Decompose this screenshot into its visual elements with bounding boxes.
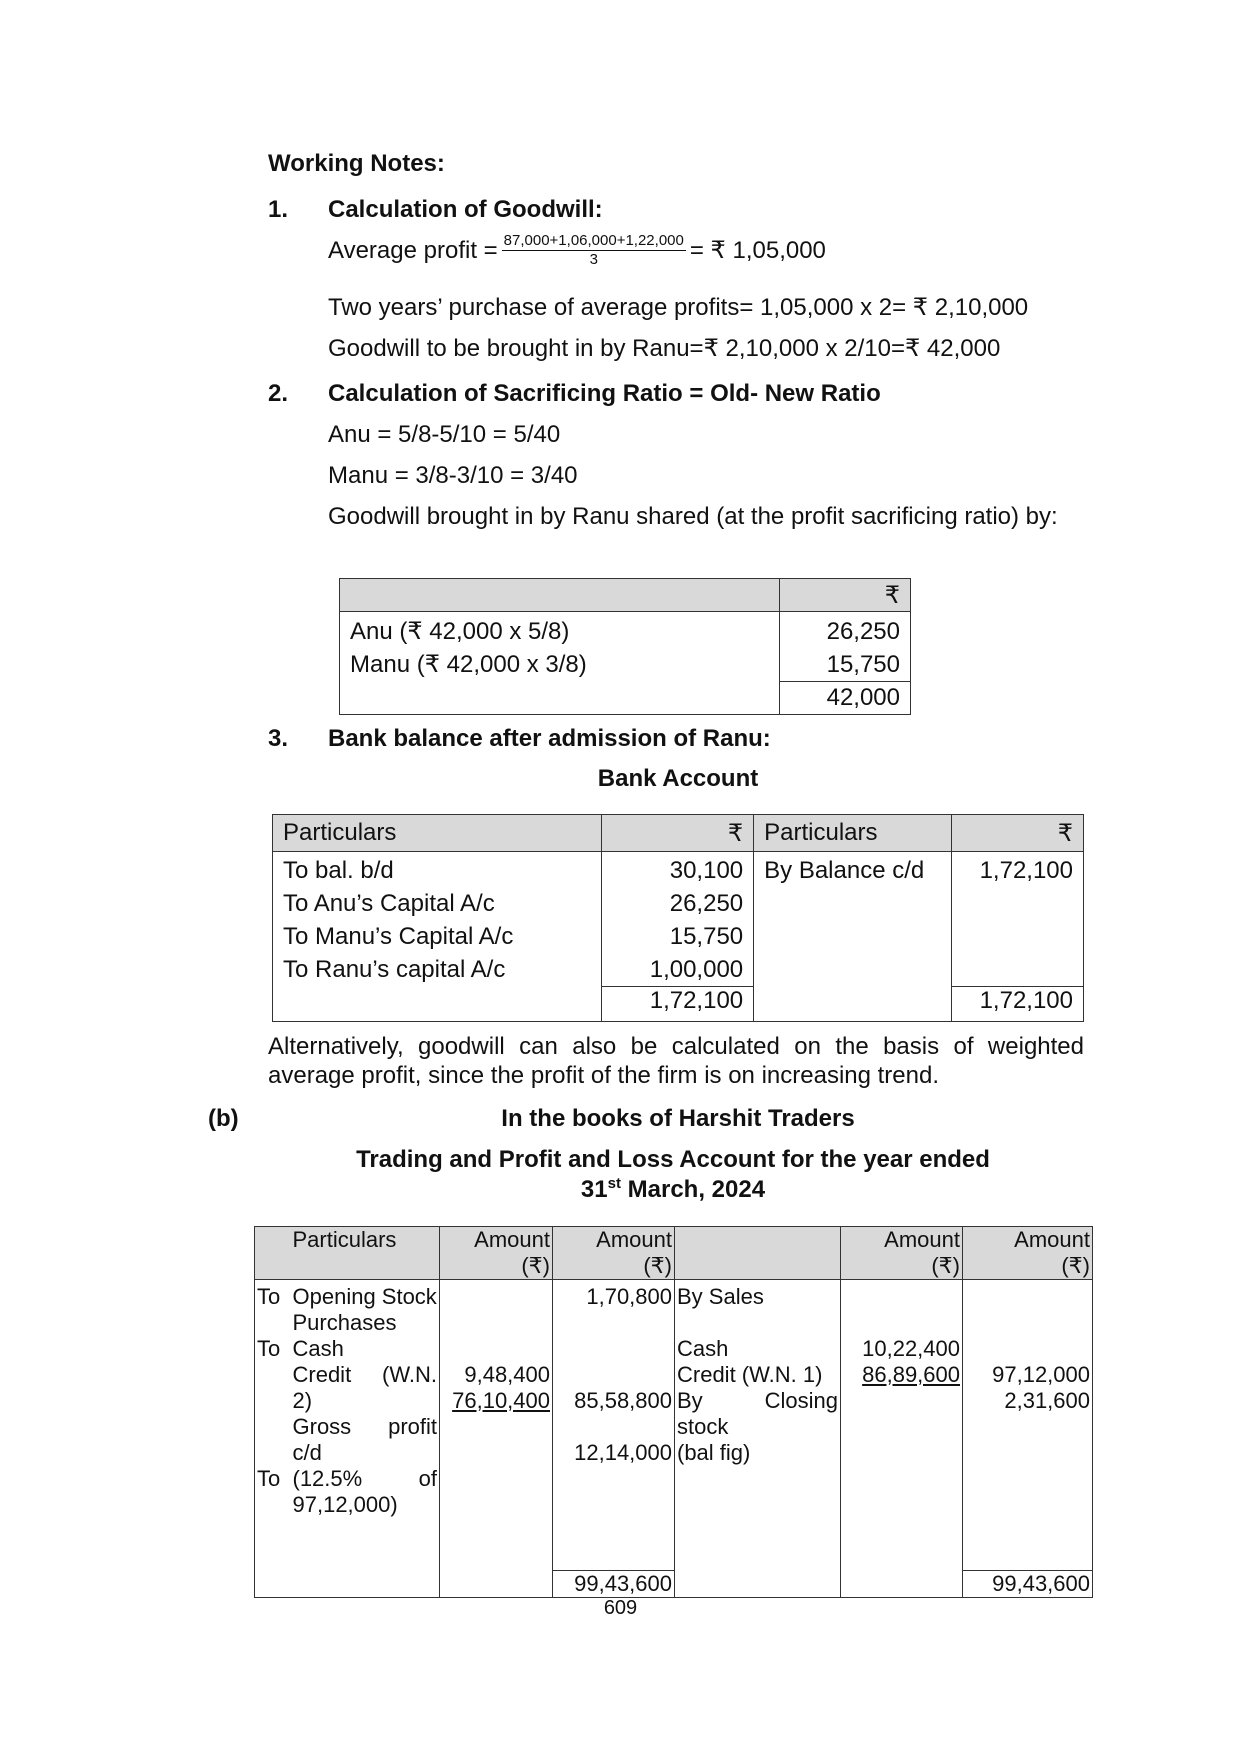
date-day: 31 [580,1176,608,1203]
goodwill-brought-in: Goodwill to be brought in by Ranu=₹ 2,10,000 x 2/10=₹ 42,000 [328,335,1001,362]
gross-profit-note: (12.5% of 97,12,000) [292,1466,437,1517]
purchases-label: Purchases [292,1310,397,1335]
avg-denominator: 3 [589,251,598,268]
two-years-purchase: Two years’ purchase of average profits= 1,05,000 x 2= ₹ 2,10,000 [328,294,1029,321]
total-left: 99,43,600 [553,1571,675,1598]
gw-header-currency: ₹ [780,579,911,612]
gw-total-blank [340,682,780,715]
avg-label: Average profit = [328,236,498,264]
bank-account-title: Bank Account [597,765,759,792]
working-notes-heading: Working Notes: [268,150,445,177]
gw-total: 42,000 [780,682,911,715]
bank-debit-label: To bal. b/d [283,857,394,884]
hdr-amount-1 [440,1227,553,1280]
gw-manu-amount: 15,750 [826,651,900,678]
bank-total-blank-left [273,987,602,1022]
manu-ratio: Manu = 3/8-3/10 = 3/40 [328,462,578,489]
date-suffix: st [607,1175,621,1192]
sales-cash-label: Cash [677,1336,729,1361]
sales-total: 97,12,000 [992,1362,1090,1387]
gross-profit-amount: 12,14,000 [574,1440,672,1465]
total-blank [291,1571,440,1598]
hdr-currency: (₹) [643,1253,672,1278]
hdr-amount-4 [963,1227,1093,1280]
gross-profit-label: Gross profit c/d [292,1414,437,1465]
sales-credit-amount: 86,89,600 [862,1362,960,1387]
bank-debit-label: To Ranu’s capital A/c [283,956,506,983]
note3-title: Bank balance after admission of Ranu: [328,725,771,752]
purchases-cash-label: Cash [292,1336,344,1361]
note1-number: 1. [268,196,289,223]
bal-fig-label: (bal fig) [677,1440,751,1465]
to-gross: To [257,1466,281,1491]
bank-debit-amount: 26,250 [669,890,744,917]
average-profit-formula [328,232,826,269]
sales-credit-label: Credit (W.N. 1) [677,1362,823,1387]
bank-header-currency-right: ₹ [951,815,1083,852]
hdr-amount-label: Amount [884,1227,960,1252]
trading-account-date [254,1175,1092,1204]
bank-account-table [272,814,1084,1022]
avg-result: = ₹ 1,05,000 [689,237,826,264]
right-amount-col1 [841,1280,963,1571]
total-blank [440,1571,553,1598]
purchases-credit-label: Credit (W.N. 2) [292,1362,437,1413]
to-purchases: To [257,1336,281,1361]
bank-debit-label: To Manu’s Capital A/c [283,923,514,950]
total-blank [255,1571,291,1598]
hdr-currency: (₹) [1061,1253,1090,1278]
hdr-amount-label: Amount [1014,1227,1090,1252]
bank-debit-label: To Anu’s Capital A/c [283,890,495,917]
books-title: In the books of Harshit Traders [501,1105,855,1132]
hdr-amount-2 [553,1227,675,1280]
hdr-amount-label: Amount [596,1227,672,1252]
goodwill-shared-text: Goodwill brought in by Ranu shared (at the profit sacrificing ratio) by: [328,503,1058,530]
hdr-amount-label: Amount [474,1227,550,1252]
right-amount-col2 [963,1280,1093,1571]
hdr-currency: (₹) [521,1253,550,1278]
bank-total-credit: 1,72,100 [951,987,1083,1022]
anu-ratio: Anu = 5/8-5/10 = 5/40 [328,421,561,448]
bank-debit-amounts [601,852,753,987]
opening-stock-amount: 1,70,800 [586,1284,672,1309]
date-rest: March, 2024 [620,1176,766,1203]
hdr-currency: (₹) [931,1253,960,1278]
bank-header-particulars-right: Particulars [754,815,952,852]
bank-debit-amount: 30,100 [669,857,744,884]
gw-anu-label: Anu (₹ 42,000 x 5/8) [350,618,570,646]
by-sales-label: By Sales [677,1284,764,1309]
note2-title: Calculation of Sacrificing Ratio = Old- New Ratio [328,380,881,407]
part-b-label: (b) [208,1105,239,1132]
trading-account-table [254,1226,1093,1598]
sales-cash-amount: 10,22,400 [862,1336,960,1361]
bank-credit-amount: 1,72,100 [979,857,1073,884]
bank-debit-amount: 15,750 [669,923,744,950]
bank-header-currency-left: ₹ [601,815,753,852]
bank-total-blank-right [754,987,952,1022]
gw-amounts-cell [780,612,911,682]
left-amount-col2 [553,1280,675,1571]
purchases-total: 85,58,800 [574,1388,672,1413]
hdr-amount-3 [841,1227,963,1280]
alternative-note: Alternatively, goodwill can also be calculated on the basis of weighted average profit, since the profit of the firm is on increasing trend. [268,1033,1084,1089]
hdr-particulars: Particulars [291,1227,440,1280]
note2-number: 2. [268,380,289,407]
total-right: 99,43,600 [963,1571,1093,1598]
to-opening: To [257,1284,281,1309]
right-particulars [675,1280,841,1571]
page-number: 609 [603,1597,638,1619]
goodwill-share-table [339,578,911,715]
avg-fraction [502,232,686,269]
bank-debit-labels [273,852,602,987]
closing-stock-label: By Closing stock [677,1388,838,1439]
purchases-cash-amount: 9,48,400 [464,1362,550,1387]
gw-anu-amount: 26,250 [826,618,900,645]
bank-debit-amount: 1,00,000 [649,956,744,983]
bank-credit-amounts [951,852,1083,987]
bank-total-debit: 1,72,100 [601,987,753,1022]
note3-number: 3. [268,725,289,752]
gw-header-blank [340,579,780,612]
left-amount-col1 [440,1280,553,1571]
gw-labels-cell [340,612,780,682]
trading-account-title: Trading and Profit and Loss Account for the year ended [356,1146,990,1173]
closing-stock-amount: 2,31,600 [1004,1388,1090,1413]
bank-header-particulars-left: Particulars [273,815,602,852]
gw-manu-label: Manu (₹ 42,000 x 3/8) [350,651,587,679]
opening-stock-label: Opening Stock [292,1284,437,1309]
hdr-blank-right [675,1227,841,1280]
to-column [255,1280,291,1571]
note1-title: Calculation of Goodwill: [328,196,603,223]
total-blank [675,1571,841,1598]
purchases-credit-amount: 76,10,400 [452,1388,550,1413]
total-blank [841,1571,963,1598]
bank-credit-labels [754,852,952,987]
avg-numerator: 87,000+1,06,000+1,22,000 [503,232,684,249]
hdr-to-blank [255,1227,291,1280]
bank-credit-label: By Balance c/d [764,857,925,884]
left-particulars [291,1280,440,1571]
